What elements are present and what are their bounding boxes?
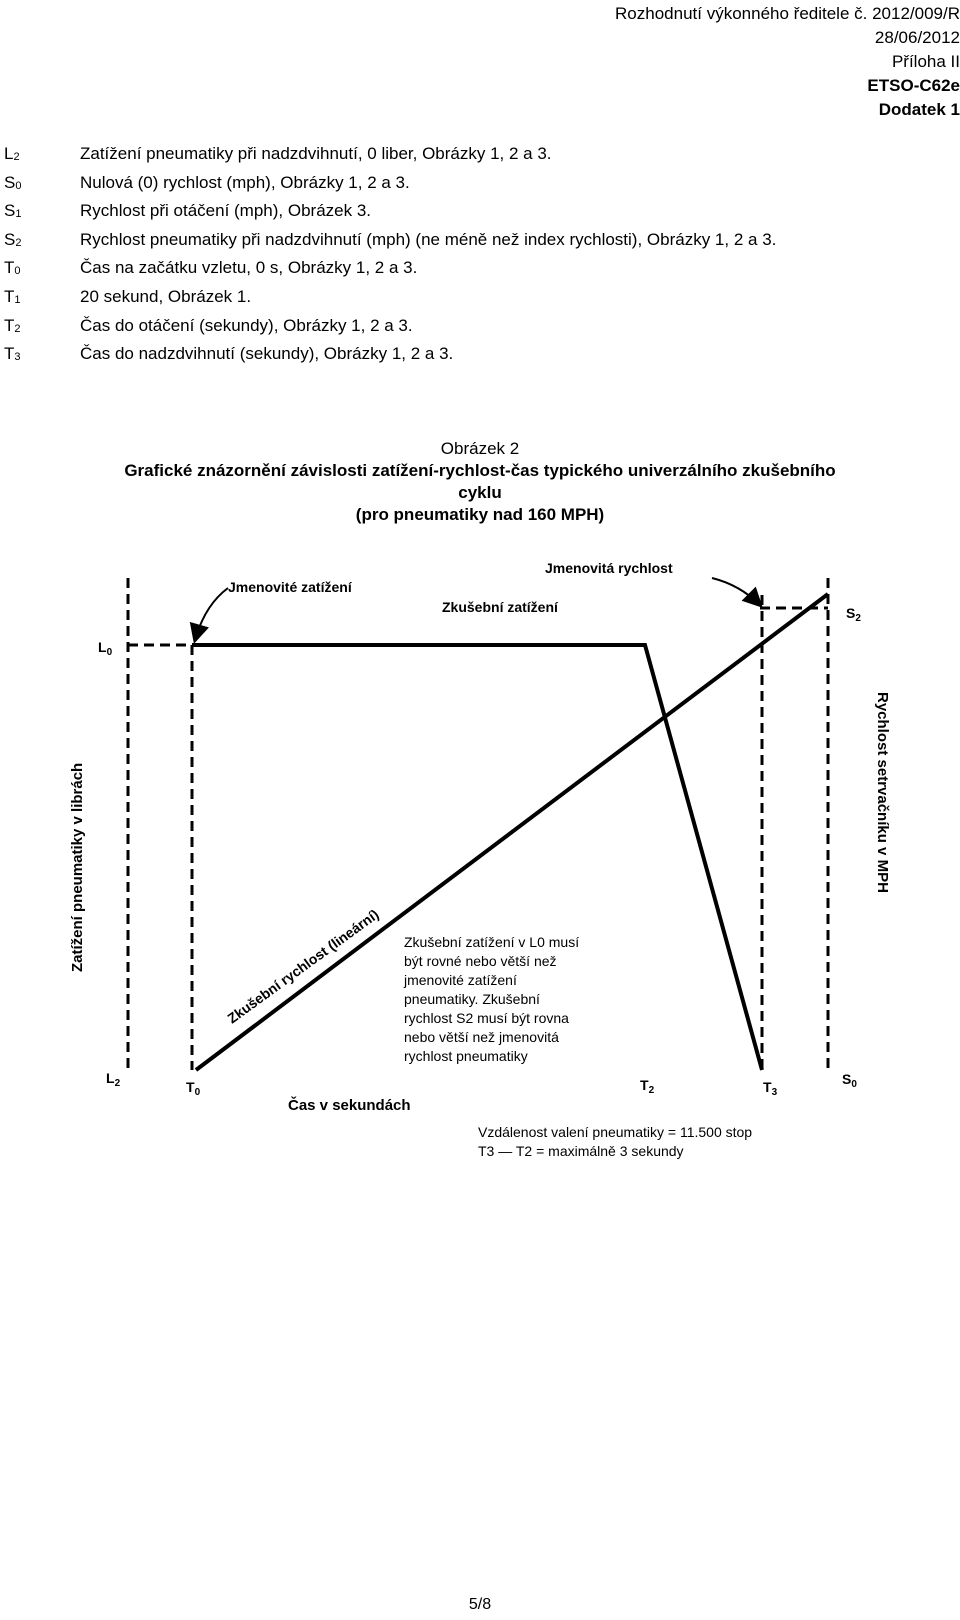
figure-subtitle: (pro pneumatiky nad 160 MPH) (355, 505, 605, 524)
page-number: 5/8 (468, 1596, 492, 1613)
abbreviation-text: Čas do nadzdvihnutí (sekundy), Obrázky 1, 2 a 3. (80, 344, 454, 364)
abbreviation-symbol: $S_0$ (4, 172, 22, 192)
y-right-axis-label: Rychlost setrvačníku v MPH (874, 692, 891, 893)
header-date: 28/06/2012 (874, 28, 960, 47)
tick-t2: $T_2$ (640, 1077, 655, 1096)
abbreviation-text: Rychlost pneumatiky při nadzdvihnutí (mph) (ne méně než index rychlosti), Obrázky 1, 2 a 3. (80, 229, 777, 249)
note-line: nebo větší než jmenovitá (404, 1029, 559, 1045)
header-etso: ETSO-C62e (867, 76, 960, 95)
figure-number: Obrázek 2 (440, 439, 520, 458)
abbreviation-symbol: $S_2$ (4, 229, 22, 249)
note-line: rychlost S2 musí být rovna (404, 1010, 569, 1026)
note-line: být rovné nebo větší než (404, 953, 557, 969)
header-decision: Rozhodnutí výkonného ředitele č. 2012/009/R (615, 4, 960, 23)
abbreviation-symbol: $T_3$ (4, 344, 21, 364)
note-line: rychlost pneumatiky (404, 1048, 528, 1064)
tick-l0: $L_0$ (98, 639, 113, 658)
note-line: Zkušební zatížení v L0 musí (404, 934, 580, 950)
x-axis-label: Čas v sekundách (288, 1097, 411, 1114)
rated-speed-label: Jmenovitá rychlost (545, 560, 673, 576)
abbreviation-text: 20 sekund, Obrázek 1. (80, 286, 252, 306)
abbreviation-text: Nulová (0) rychlost (mph), Obrázky 1, 2 a 3. (80, 172, 410, 192)
figure-title: Grafické znázornění závislosti zatížení-rychlost-čas typického univerzálního zkušebního (124, 461, 836, 480)
figure-title-cont: cyklu (458, 483, 502, 502)
rated-load-label: Jmenovité zatížení (228, 579, 352, 595)
abbreviation-symbol: $L_2$ (4, 144, 20, 163)
header-annex: Příloha II (891, 52, 960, 71)
abbreviation-symbol: $S_1$ (4, 201, 22, 221)
abbreviation-symbol: $T_2$ (4, 315, 21, 335)
abbreviation-text: Rychlost při otáčení (mph), Obrázek 3. (80, 201, 372, 221)
note-line: pneumatiky. Zkušební (404, 991, 540, 1007)
abbreviation-symbol: $T_1$ (4, 286, 21, 306)
abbreviation-symbol: $T_0$ (4, 258, 21, 278)
rated-load-arrow (195, 588, 228, 640)
tick-t0: $T_0$ (186, 1079, 201, 1098)
time-difference-note: T3 — T2 = maximálně 3 sekundy (478, 1143, 684, 1159)
tick-s0: $S_0$ (842, 1071, 857, 1090)
test-speed-label: Zkušební rychlost (lineární) (224, 906, 382, 1027)
abbreviation-text: Čas do otáčení (sekundy), Obrázky 1, 2 a 3. (80, 315, 413, 335)
note-line: jmenovité zatížení (404, 972, 517, 988)
header-appendix: Dodatek 1 (878, 100, 960, 119)
rated-speed-arrow (712, 578, 760, 605)
test-load-label: Zkušební zatížení (442, 599, 558, 615)
abbreviation-text: Zatížení pneumatiky při nadzdvihnutí, 0 liber, Obrázky 1, 2 a 3. (80, 144, 552, 163)
abbreviation-text: Čas na začátku vzletu, 0 s, Obrázky 1, 2 a 3. (80, 258, 418, 278)
tick-t3: $T_3$ (763, 1079, 778, 1098)
tick-s2: $S_2$ (846, 605, 861, 624)
roll-distance-note: Vzdálenost valení pneumatiky = 11.500 stop (478, 1124, 753, 1140)
tick-l2: $L_2$ (106, 1070, 121, 1089)
y-left-axis-label: Zatížení pneumatiky v librách (69, 762, 86, 972)
